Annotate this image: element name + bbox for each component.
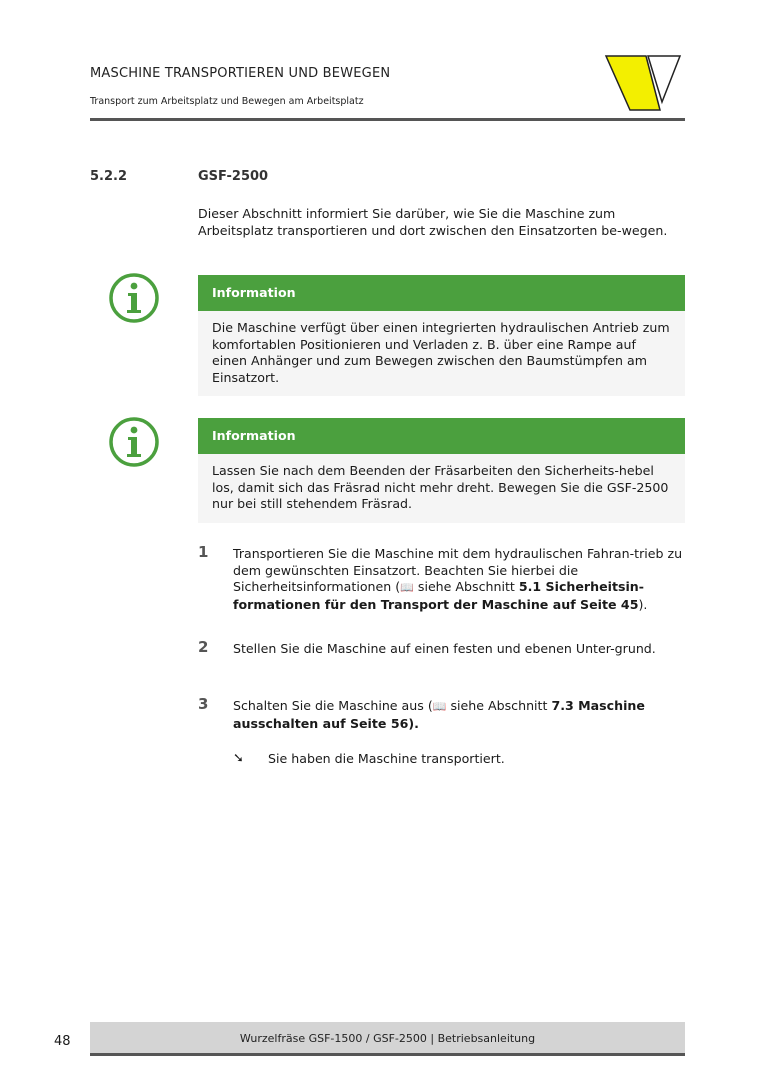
info-box-heading: Information [198,275,685,311]
information-icon [108,272,160,324]
result-text: Sie haben die Maschine transportiert. [268,751,505,766]
info-box-heading: Information [198,418,685,454]
section-intro: Dieser Abschnitt informiert Sie darüber, wie Sie die Maschine zum Arbeitsplatz transportieren und dort zwischen den Einsatzorten be-wegen. [198,206,668,238]
page-number: 48 [54,1034,71,1049]
brand-logo [600,52,686,114]
cross-reference: 5.1 Sicherheitsin-formationen für den Transport der Maschine auf Seite 45 [233,579,644,612]
info-box-text: Lassen Sie nach dem Beenden der Fräsarbeiten den Sicherheits-hebel los, damit sich das Fräsrad nicht mehr dreht. Bewegen Sie die GSF-2500 nur bei still stehendem Fräsrad. [212,463,669,511]
book-icon: 📖 [400,581,414,594]
step-text-part: siehe Abschnitt [413,579,519,594]
step-text-part: Transportieren Sie die Maschine mit dem hydraulischen Fahran-trieb zu dem gewünschten Einsatzort. Beachten Sie hierbei die Sicherheitsinformationen ( [233,546,683,594]
book-icon: 📖 [432,700,447,713]
header-title: MASCHINE TRANSPORTIEREN UND BEWEGEN [90,66,391,81]
result-arrow-icon: ➘ [233,751,244,766]
header-subtitle: Transport zum Arbeitsplatz und Bewegen am Arbeitsplatz [90,96,364,107]
step-text-part: ). [638,596,648,612]
step-number: 2 [198,638,209,656]
section-number: 5.2.2 [90,169,128,184]
step-number: 1 [198,543,209,561]
step-text [233,546,685,613]
footer-bar [90,1022,685,1056]
step-text: Stellen Sie die Maschine auf einen festen und ebenen Unter-grund. [233,641,656,656]
header-divider [90,118,685,121]
information-icon [108,416,160,468]
step-number: 3 [198,695,209,713]
step-text-part: siehe Abschnitt [446,698,552,713]
cross-reference: 7.3 Maschine ausschalten auf Seite 56). [233,698,645,731]
step-text [233,698,685,732]
info-box [198,275,685,396]
section-title: GSF-2500 [198,169,269,184]
footer-text: Wurzelfräse GSF-1500 / GSF-2500 | Betriebsanleitung [239,1032,536,1045]
info-box [198,418,685,523]
step-text-part: Schalten Sie die Maschine aus ( [233,698,433,713]
info-box-text: Die Maschine verfügt über einen integrierten hydraulischen Antrieb zum komfortablen Positionieren und Verladen z. B. über eine Rampe auf einen Anhänger und zum Bewegen zwischen den Baumstümpfen am Einsatzort. [212,320,670,385]
